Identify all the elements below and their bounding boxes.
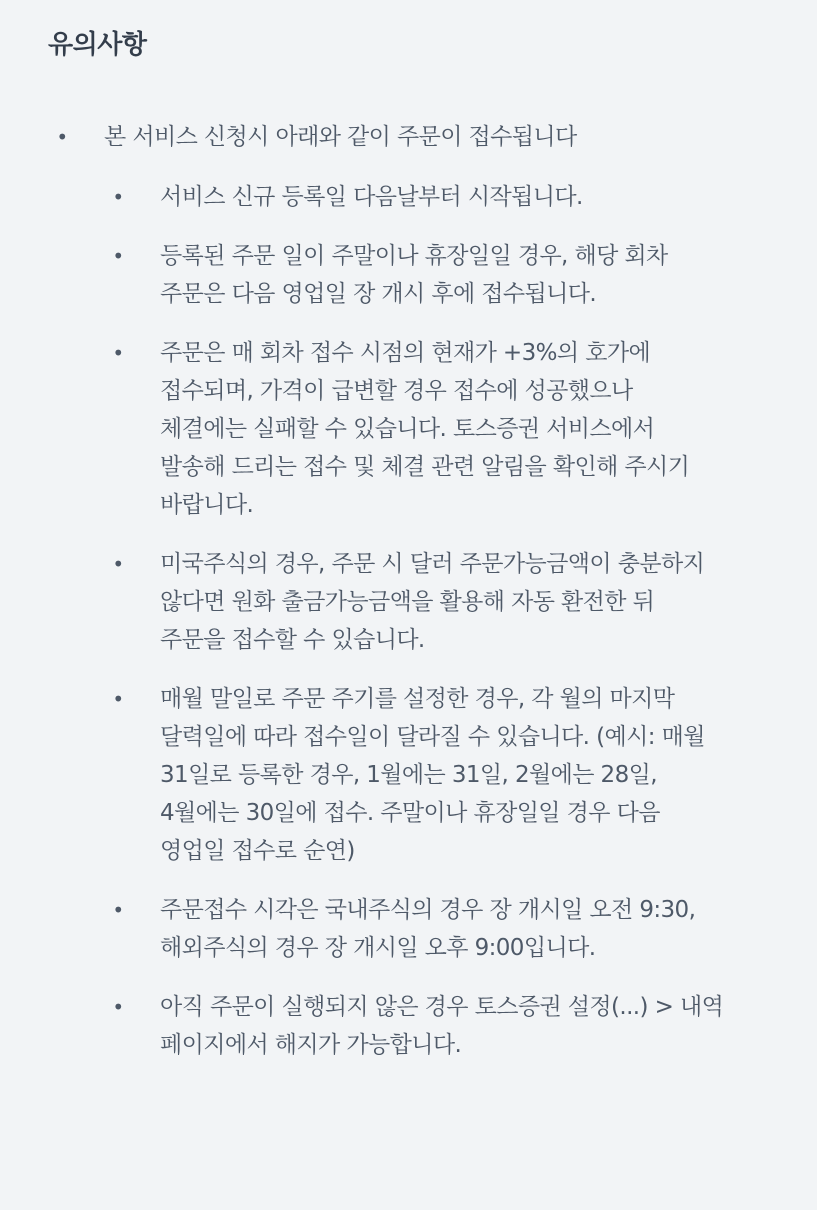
list-item-text: 4월에는 30일에 접수. 주말이나 휴장일일 경우 다음 — [160, 800, 660, 826]
list-item-text: 본 서비스 신청시 아래와 같이 주문이 접수됩니다 — [104, 124, 577, 150]
list-item-text: 바랍니다. — [160, 492, 254, 518]
list-item — [0, 545, 817, 659]
list-item-text: 발송해 드리는 접수 및 체결 관련 알림을 확인해 주시기 — [160, 454, 690, 480]
page-title: 유의사항 — [48, 30, 147, 60]
list-item-text: 주문은 매 회차 접수 시점의 현재가 +3%의 호가에 — [160, 340, 651, 366]
bullet-icon: • — [112, 687, 124, 711]
list-item-text: 주문접수 시각은 국내주식의 경우 장 개시일 오전 9:30, — [160, 897, 696, 923]
bullet-icon: • — [112, 341, 124, 365]
list-item — [0, 891, 817, 967]
list-item — [0, 237, 817, 313]
bullet-icon: • — [112, 995, 124, 1019]
list-item — [0, 334, 817, 524]
list-item-text: 주문을 접수할 수 있습니다. — [160, 627, 425, 653]
list-item — [0, 118, 817, 1064]
notice-list — [0, 118, 817, 1064]
bullet-icon: • — [112, 185, 124, 209]
list-item-text: 매월 말일로 주문 주기를 설정한 경우, 각 월의 마지막 — [160, 686, 675, 712]
list-item-text: 미국주식의 경우, 주문 시 달러 주문가능금액이 충분하지 — [160, 551, 705, 577]
list-item — [0, 680, 817, 870]
bullet-icon: • — [112, 244, 124, 268]
list-item — [0, 178, 817, 216]
list-item-text: 체결에는 실패할 수 있습니다. 토스증권 서비스에서 — [160, 416, 655, 442]
list-item — [0, 988, 817, 1064]
sub-notice-list — [0, 178, 817, 1064]
list-item-text: 달력일에 따라 접수일이 달라질 수 있습니다. (예시: 매월 — [160, 724, 705, 750]
list-item-text: 영업일 접수로 순연) — [160, 838, 355, 864]
list-item-text: 31일로 등록한 경우, 1월에는 31일, 2월에는 28일, — [160, 762, 657, 788]
bullet-icon: • — [112, 552, 124, 576]
list-item-text: 주문은 다음 영업일 장 개시 후에 접수됩니다. — [160, 281, 597, 307]
list-item-text: 접수되며, 가격이 급변할 경우 접수에 성공했으나 — [160, 378, 633, 404]
list-item-text: 아직 주문이 실행되지 않은 경우 토스증권 설정(...) > 내역 — [160, 994, 724, 1020]
list-item-text: 서비스 신규 등록일 다음날부터 시작됩니다. — [160, 184, 583, 210]
list-item-text: 않다면 원화 출금가능금액을 활용해 자동 환전한 뒤 — [160, 589, 655, 615]
list-item-text: 해외주식의 경우 장 개시일 오후 9:00입니다. — [160, 935, 596, 961]
bullet-icon: • — [56, 125, 68, 149]
list-item-text: 등록된 주문 일이 주말이나 휴장일일 경우, 해당 회차 — [160, 243, 668, 269]
bullet-icon: • — [112, 898, 124, 922]
list-item-text: 페이지에서 해지가 가능합니다. — [160, 1032, 462, 1058]
